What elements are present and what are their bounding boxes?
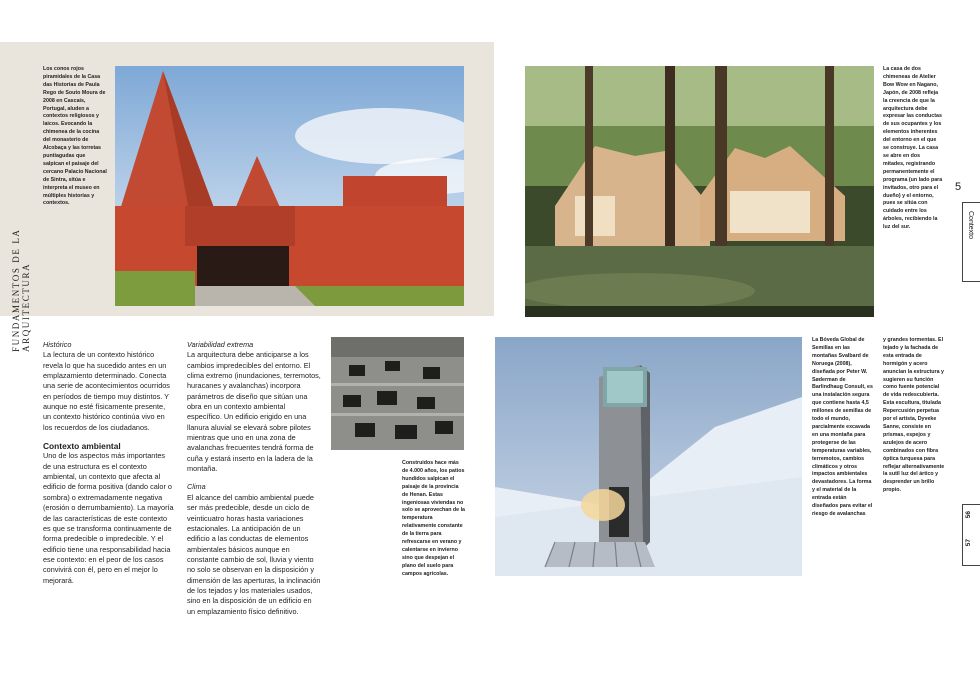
heading-contexto-ambiental: Contexto ambiental bbox=[43, 441, 121, 452]
page-number-tab[interactable] bbox=[962, 504, 980, 566]
photo-henan-courtyards bbox=[331, 337, 464, 450]
subhead-historico: Histórico bbox=[43, 340, 72, 349]
chapter-label: Contexto bbox=[967, 211, 974, 240]
text-column-2 bbox=[187, 340, 321, 617]
caption-henan: Construidos hace más de 4.000 años, los patios hundidos salpican el paisaje de la provincia de Henan. Estas ingeniosas viviendas no solo se aprovechan de la temperatura relativamente constante de la tierra para refrescarse en verano y calentarse en invierno sino que despejan el plano del suelo para campos agrícolas. bbox=[402, 460, 465, 577]
paragraph-historico: La lectura de un contexto histórico revela lo que ha sucedido antes en un emplazamiento determinado. Conecta una serie de acontecimientos ocurridos en períodos de tiempo muy distintos. Y aunque no esté físicamente presente, un contexto histórico continúa vivo en los recuerdos de los ciudadanos. bbox=[43, 350, 170, 432]
photo-bow-wow-house bbox=[525, 66, 874, 317]
page-number-left: 56 bbox=[965, 511, 972, 519]
paragraph-variabilidad-extrema: La arquitectura debe anticiparse a los cambios impredecibles del entorno. El clima extremo (inundaciones, terremotos, huracanes y avalanchas) incorpora parámetros de diseño que sitúan una obra en un contexto ambiental específico. Un edificio erigido en una llanura aluvial se elevará sobre pilotes mientras que uno en una zona de avalanchas frecuentes tendrá forma de cuña y estará inserto en la ladera de la montaña. bbox=[187, 350, 321, 474]
caption-bow-wow: La casa de dos chimeneas de Atelier Bow Wow en Nagano, Japón, de 2008 refleja la creencia de que la arquitectura debe expresar las conductas de sus ocupantes y los elementos inherentes del entorno en el que se construye. La casa se abre en dos mitades, registrando permanentemente el programa (un lado para invitados, otro para el dueño) y el entorno, pues se sitúa con cuidado entre los árboles, recibiendo la luz del sur. bbox=[883, 66, 943, 231]
photo-svalbard-seed-vault bbox=[495, 337, 802, 576]
photo-casa-das-historias bbox=[115, 66, 464, 306]
caption-svalbard-part-1: La Bóveda Global de Semillas en las montañas Svalbard de Noruega (2008), diseñada por Peter W. Søderman de Barlindhaug Consult, es una instalación segura que contiene hasta 4,5 millones de semillas de todo el mundo, parcialmente excavada en una montaña para protegerse de las temperaturas variables, terremotos, cambios climáticos y otros impactos ambientales devastadores. La forma y el material de la entrada están diseñados para evitar el riesgo de avalanchas bbox=[812, 337, 873, 517]
text-column-1 bbox=[43, 340, 174, 586]
paragraph-contexto-ambiental: Uno de los aspectos más importantes de una estructura es el contexto ambiental, un contexto que afecta al edificio de forma positiva (dando calor o sombra) o extremadamente negativa (erosión o derrumbamiento). La mayoría de las características de este contexto es que se transforma continuamente de forma predecible o impredecible. Y el edificio tiene una responsabilidad hacia ese contexto: en el peor de los casos convivirá con él, pero en el mejor lo mejorará. bbox=[43, 451, 174, 585]
page-number-right: 57 bbox=[965, 539, 972, 547]
paragraph-clima: El alcance del cambio ambiental puede ser más predecible, desde un ciclo de veinticuatro horas hasta variaciones estacionales. La anticipación de un edificio a las conductas de elementos ambientales básicos aunque en constante cambio de sol, lluvia y viento no solo se observan en la disposición y dimensión de las aperturas, la inclinación de los tejados y los materiales usados, sino en la disposición de un edificio en un emplazamiento físico definitivo. bbox=[187, 492, 321, 616]
chapter-tab[interactable] bbox=[955, 181, 980, 282]
book-spine-title: FUNDAMENTOS DE LA ARQUITECTURA bbox=[11, 228, 31, 352]
subhead-clima: Clima bbox=[187, 482, 206, 492]
caption-svalbard-part-2: y grandes tormentas. El tejado y la fachada de esta entrada de hormigón y acero anuncian la estructura y sugieren su función como fuente potencial de vida redescubierta. Esta escultura, titulada Repercusión perpetua por el artista, Dyveke Sanne, consiste en prismas, espejos y azulejos de acero combinados con fibra óptica turquesa para reflejar alternativamente la sutil luz del ártico y desprender un brillo propio. bbox=[883, 337, 945, 494]
subhead-variabilidad-extrema: Variabilidad extrema bbox=[187, 340, 254, 349]
caption-paula-rego: Los conos rojos piramidales de la Casa das Historias de Paula Rego de Souto Moura de 2008 en Cascais, Portugal, aluden a contextos religiosos y laicos. Evocando la chimenea de la cocina del monasterio de Alcobaça y las torretas puntiagudas que salpican el paisaje del cercano Palacio Nacional de Sintra, sitúa e interpreta el museo en múltiples historias y contextos. bbox=[43, 66, 107, 207]
chapter-number: 5 bbox=[955, 181, 962, 193]
